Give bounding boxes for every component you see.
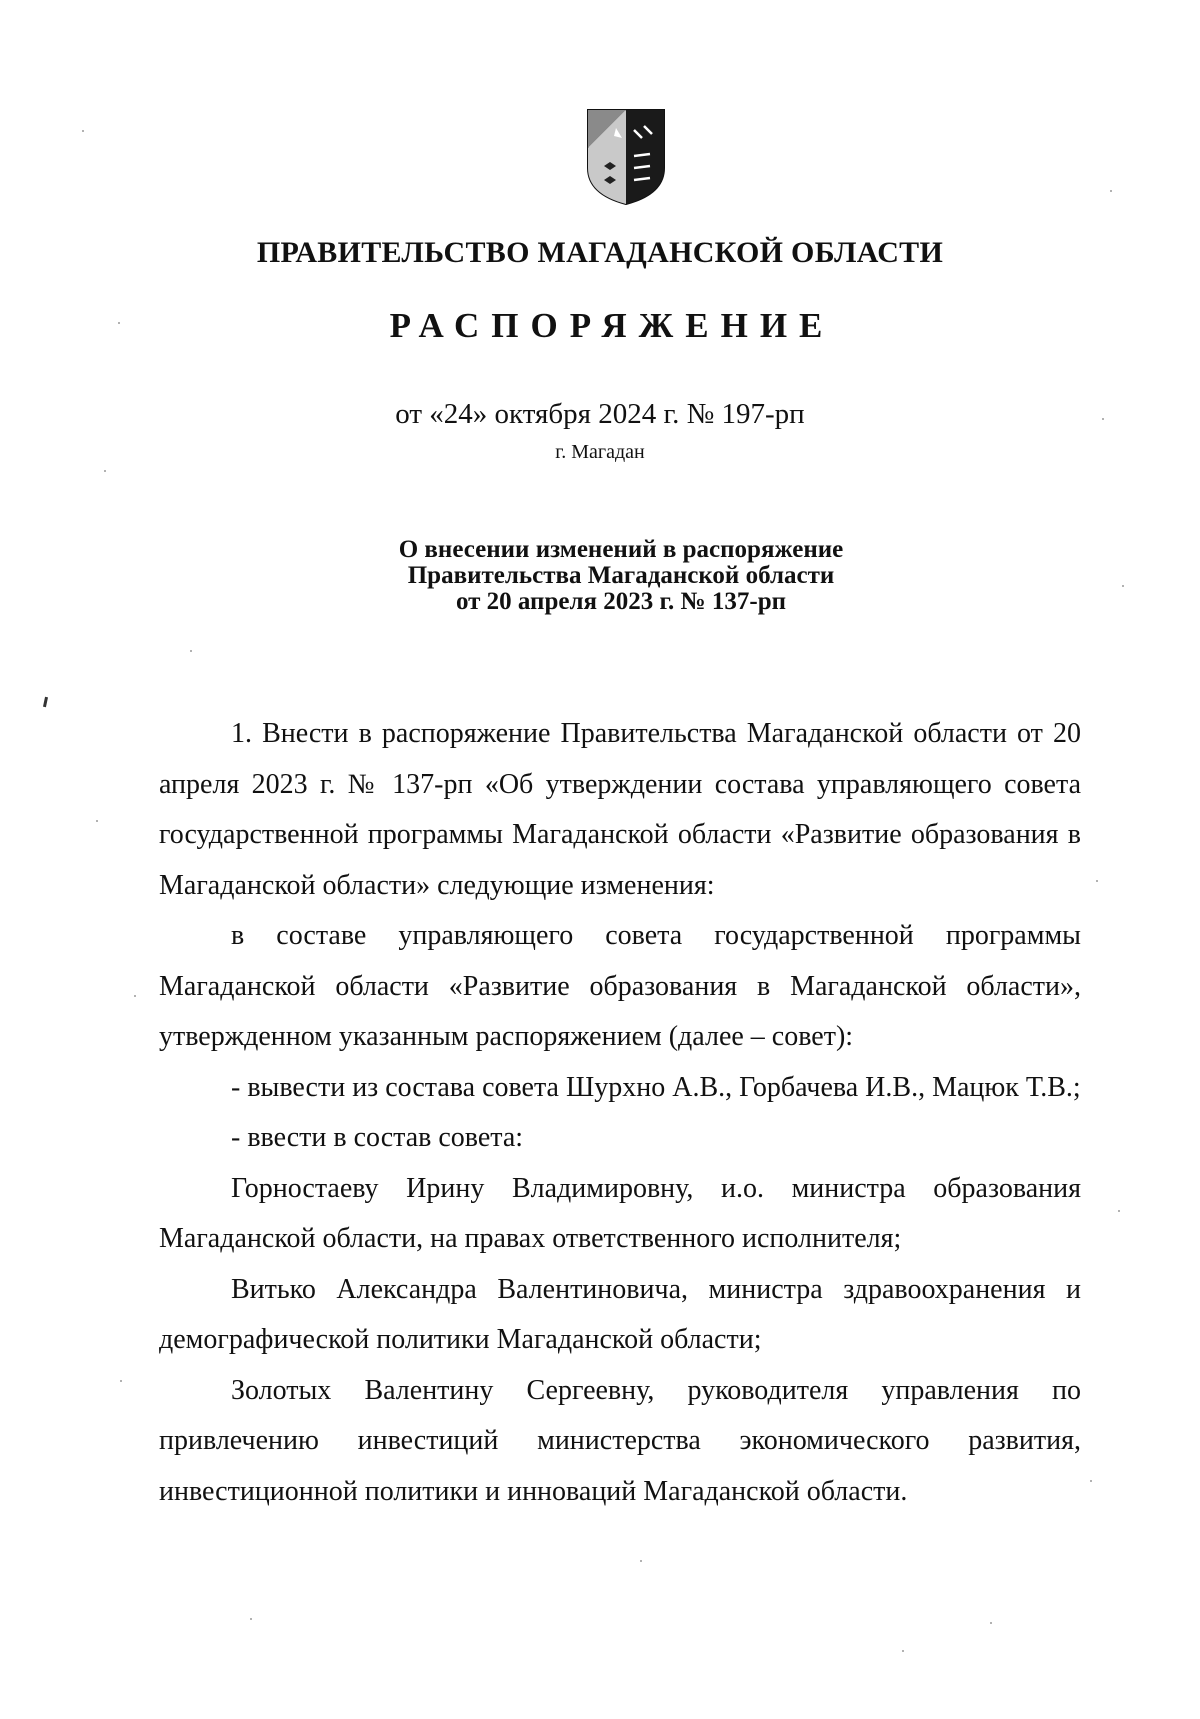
body-paragraph: Золотых Валентину Сергеевну, руководителя управления по привлечению инвестиций министерства экономического развития, инвестиционной политики и инноваций Магаданской области.	[159, 1374, 1081, 1507]
document-city: г. Магадан	[555, 441, 645, 463]
body-paragraph: - ввести в состав совета:	[231, 1122, 524, 1153]
document-date-number: от «24» октября 2024 г. № 197-рп	[395, 398, 805, 430]
subject-line: от 20 апреля 2023 г. № 137-рп	[455, 588, 787, 615]
body-paragraph: в составе управляющего совета государственной программы Магаданской области «Развитие образования в Магаданской области», утвержденном указанным распоряжением (далее – совет):	[159, 920, 1081, 1052]
scan-artifact-mark	[43, 697, 48, 707]
body-paragraph: 1. Внести в распоряжение Правительства Магаданской области от 20 апреля 2023 г. № 137-рп «Об утверждении состава управляющего совета государственной программы Магаданской области «Развитие образования в Магаданской области» следующие изменения:	[159, 718, 1081, 901]
body-paragraph: - вывести из состава совета Шурхно А.В., Горбачева И.В., Мацюк Т.В.;	[231, 1071, 1081, 1103]
document-subject	[0, 537, 1200, 615]
body-paragraph: Горностаеву Ирину Владимировну, и.о. министра образования Магаданской области, на правах ответственного исполнителя;	[159, 1172, 1081, 1254]
subject-line: Правительства Магаданской области	[407, 562, 835, 589]
subject-line: О внесении изменений в распоряжение	[398, 536, 844, 563]
magadan-region-coat-of-arms-icon	[586, 108, 666, 206]
document-type-title: РАСПОРЯЖЕНИЕ	[389, 306, 835, 345]
emblem	[586, 108, 666, 206]
government-title: ПРАВИТЕЛЬСТВО МАГАДАНСКОЙ ОБЛАСТИ	[256, 236, 944, 269]
body-paragraph: Витько Александра Валентиновича, министра здравоохранения и демографической политики Магаданской области;	[159, 1273, 1081, 1355]
document-body	[159, 709, 1081, 1517]
